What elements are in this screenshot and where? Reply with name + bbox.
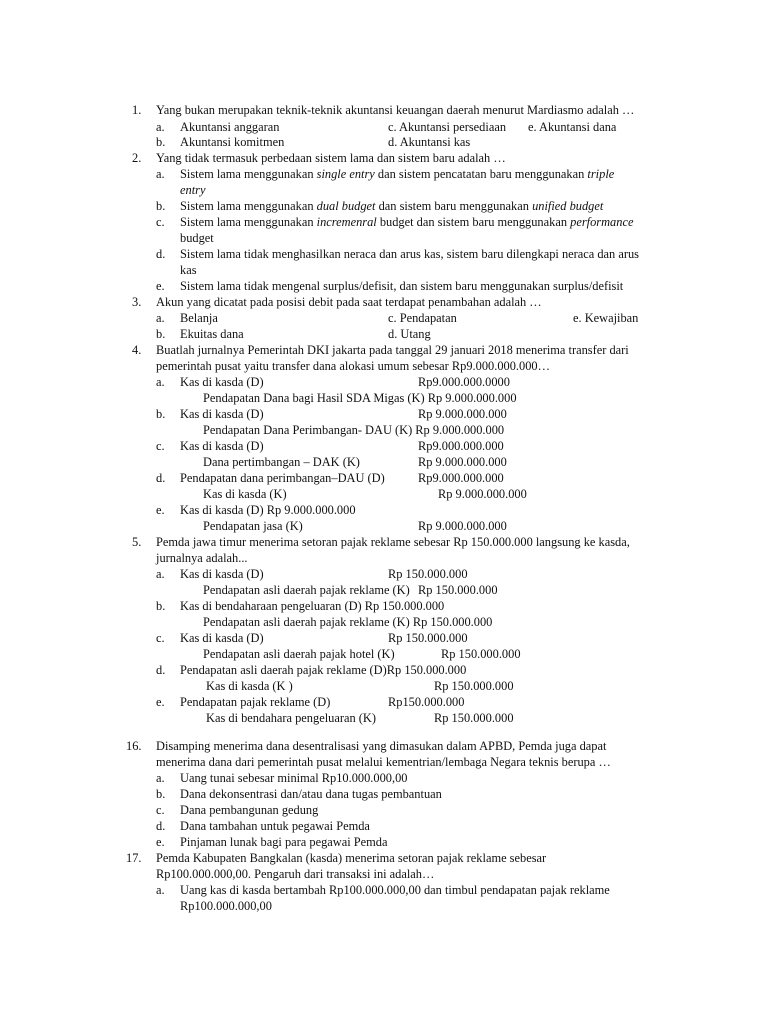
option-text: Sistem lama menggunakan dual budget dan sistem baru menggunakan unified budget xyxy=(180,199,604,213)
journal-credit: Pendapatan Dana bagi Hasil SDA Migas (K) Rp 9.000.000.000 xyxy=(203,391,517,405)
option-text: c. Akuntansi persediaan xyxy=(388,120,507,134)
option-letter: c. xyxy=(156,215,165,229)
option-letter: b. xyxy=(156,407,166,421)
option-text-continued: kas xyxy=(180,263,197,277)
question-stem: Yang bukan merupakan teknik-teknik akuntansi keuangan daerah menurut Mardiasmo adalah … xyxy=(156,103,635,117)
option-text: e. Akuntansi dana xyxy=(528,120,617,134)
journal-amount: Rp 150.000.000 xyxy=(441,647,521,661)
journal-credit: Pendapatan asli daerah pajak reklame (K) Rp 150.000.000 xyxy=(203,615,493,629)
journal-amount: Rp150.000.000 xyxy=(388,695,465,709)
option-text: d. Akuntansi kas xyxy=(388,135,471,149)
question-stem-continued: jurnalnya adalah... xyxy=(156,551,248,565)
journal-amount: Rp9.000.000.0000 xyxy=(418,375,510,389)
option-text: e. Kewajiban xyxy=(573,311,639,325)
question-number: 5. xyxy=(132,535,142,549)
option-letter: b. xyxy=(156,135,166,149)
option-text: d. Utang xyxy=(388,327,431,341)
question-stem: Disamping menerima dana desentralisasi yang dimasukan dalam APBD, Pemda juga dapat xyxy=(156,739,607,753)
journal-credit: Pendapatan Dana Perimbangan- DAU (K) Rp 9.000.000.000 xyxy=(203,423,505,437)
journal-credit: Dana pertimbangan – DAK (K) xyxy=(203,455,360,469)
option-letter: a. xyxy=(156,167,165,181)
journal-amount: Rp 150.000.000 xyxy=(388,567,468,581)
question-stem: Yang tidak termasuk perbedaan sistem lama dan sistem baru adalah … xyxy=(156,151,506,165)
option-letter: b. xyxy=(156,599,166,613)
journal-debit: Kas di bendaharaan pengeluaran (D) Rp 150.000.000 xyxy=(180,599,445,613)
journal-debit: Kas di kasda (D) xyxy=(180,631,264,645)
journal-amount: Rp 150.000.000 xyxy=(434,711,514,725)
question-stem: Pemda jawa timur menerima setoran pajak reklame sebesar Rp 150.000.000 langsung ke kasda, xyxy=(156,535,630,549)
question-number: 2. xyxy=(132,151,142,165)
journal-credit: Kas di kasda (K ) xyxy=(206,679,293,693)
option-text: Dana tambahan untuk pegawai Pemda xyxy=(180,819,370,833)
question-stem: Pemda Kabupaten Bangkalan (kasda) menerima setoran pajak reklame sebesar xyxy=(156,851,547,865)
option-letter: e. xyxy=(156,279,165,293)
option-text: Sistem lama menggunakan incremenral budget dan sistem baru menggunakan performance xyxy=(180,215,634,229)
option-letter: e. xyxy=(156,503,165,517)
option-letter: d. xyxy=(156,247,166,261)
option-letter: d. xyxy=(156,819,166,833)
option-letter: a. xyxy=(156,883,165,897)
option-text: Dana dekonsentrasi dan/atau dana tugas pembantuan xyxy=(180,787,442,801)
option-text: Sistem lama menggunakan single entry dan sistem pencatatan baru menggunakan triple xyxy=(180,167,615,181)
option-letter: a. xyxy=(156,567,165,581)
journal-amount: Rp 9.000.000.000 xyxy=(418,519,507,533)
journal-credit: Kas di bendahara pengeluaran (K) xyxy=(206,711,376,725)
question-number: 3. xyxy=(132,295,142,309)
option-text: Uang tunai sebesar minimal Rp10.000.000,00 xyxy=(180,771,408,785)
option-letter: c. xyxy=(156,631,165,645)
option-letter: c. xyxy=(156,803,165,817)
question-stem-continued: menerima dana dari pemerintah pusat melalui kementrian/lembaga Negara teknis berupa … xyxy=(156,755,611,769)
journal-amount: Rp 150.000.000 xyxy=(418,583,498,597)
question-stem: Buatlah jurnalnya Pemerintah DKI jakarta pada tanggal 29 januari 2018 menerima transfer dari xyxy=(156,343,629,357)
journal-credit: Kas di kasda (K) xyxy=(203,487,287,501)
option-text: Belanja xyxy=(180,311,218,325)
journal-amount: Rp9.000.000.000 xyxy=(418,439,504,453)
option-letter: c. xyxy=(156,439,165,453)
option-text-continued: budget xyxy=(180,231,214,245)
journal-debit: Pendapatan pajak reklame (D) xyxy=(180,695,331,709)
option-letter: d. xyxy=(156,471,166,485)
journal-credit: Pendapatan asli daerah pajak reklame (K) xyxy=(203,583,410,597)
journal-debit: Kas di kasda (D) xyxy=(180,567,264,581)
option-text-continued: Rp100.000.000,00 xyxy=(180,899,272,913)
journal-amount: Rp 9.000.000.000 xyxy=(418,455,507,469)
option-text: Sistem lama tidak mengenal surplus/defisit, dan sistem baru menggunakan surplus/defisit xyxy=(180,279,624,293)
option-letter: a. xyxy=(156,311,165,325)
journal-debit: Kas di kasda (D) Rp 9.000.000.000 xyxy=(180,503,356,517)
option-letter: a. xyxy=(156,120,165,134)
option-text-continued: entry xyxy=(180,183,206,197)
question-number: 1. xyxy=(132,103,142,117)
option-letter: b. xyxy=(156,199,166,213)
journal-amount: Rp9.000.000.000 xyxy=(418,471,504,485)
journal-credit: Pendapatan jasa (K) xyxy=(203,519,303,533)
option-text: Akuntansi anggaran xyxy=(180,120,280,134)
option-letter: b. xyxy=(156,787,166,801)
journal-amount: Rp 150.000.000 xyxy=(434,679,514,693)
option-letter: e. xyxy=(156,835,165,849)
option-letter: b. xyxy=(156,327,166,341)
option-text: Akuntansi komitmen xyxy=(180,135,285,149)
option-text: Ekuitas dana xyxy=(180,327,244,341)
option-text: c. Pendapatan xyxy=(388,311,457,325)
option-letter: e. xyxy=(156,695,165,709)
journal-debit: Kas di kasda (D) xyxy=(180,439,264,453)
option-text: Uang kas di kasda bertambah Rp100.000.000,00 dan timbul pendapatan pajak reklame xyxy=(180,883,610,897)
question-stem-continued: Rp100.000.000,00. Pengaruh dari transaksi ini adalah… xyxy=(156,867,435,881)
option-letter: a. xyxy=(156,771,165,785)
question-number: 4. xyxy=(132,343,142,357)
question-stem-continued: pemerintah pusat yaitu transfer dana alokasi umum sebesar Rp9.000.000.000… xyxy=(156,359,550,373)
option-letter: a. xyxy=(156,375,165,389)
journal-amount: Rp 150.000.000 xyxy=(388,631,468,645)
option-text: Pinjaman lunak bagi para pegawai Pemda xyxy=(180,835,388,849)
question-number: 16. xyxy=(126,739,142,753)
question-stem: Akun yang dicatat pada posisi debit pada saat terdapat penambahan adalah … xyxy=(156,295,542,309)
journal-debit: Pendapatan asli daerah pajak reklame (D)Rp 150.000.000 xyxy=(180,663,467,677)
option-text: Dana pembangunan gedung xyxy=(180,803,319,817)
journal-debit: Kas di kasda (D) xyxy=(180,375,264,389)
journal-amount: Rp 9.000.000.000 xyxy=(418,407,507,421)
option-text: Sistem lama tidak menghasilkan neraca dan arus kas, sistem baru dilengkapi neraca dan arus xyxy=(180,247,639,261)
journal-debit: Kas di kasda (D) xyxy=(180,407,264,421)
journal-amount: Rp 9.000.000.000 xyxy=(438,487,527,501)
journal-credit: Pendapatan asli daerah pajak hotel (K) xyxy=(203,647,395,661)
journal-debit: Pendapatan dana perimbangan–DAU (D) xyxy=(180,471,385,485)
question-number: 17. xyxy=(126,851,142,865)
option-letter: d. xyxy=(156,663,166,677)
